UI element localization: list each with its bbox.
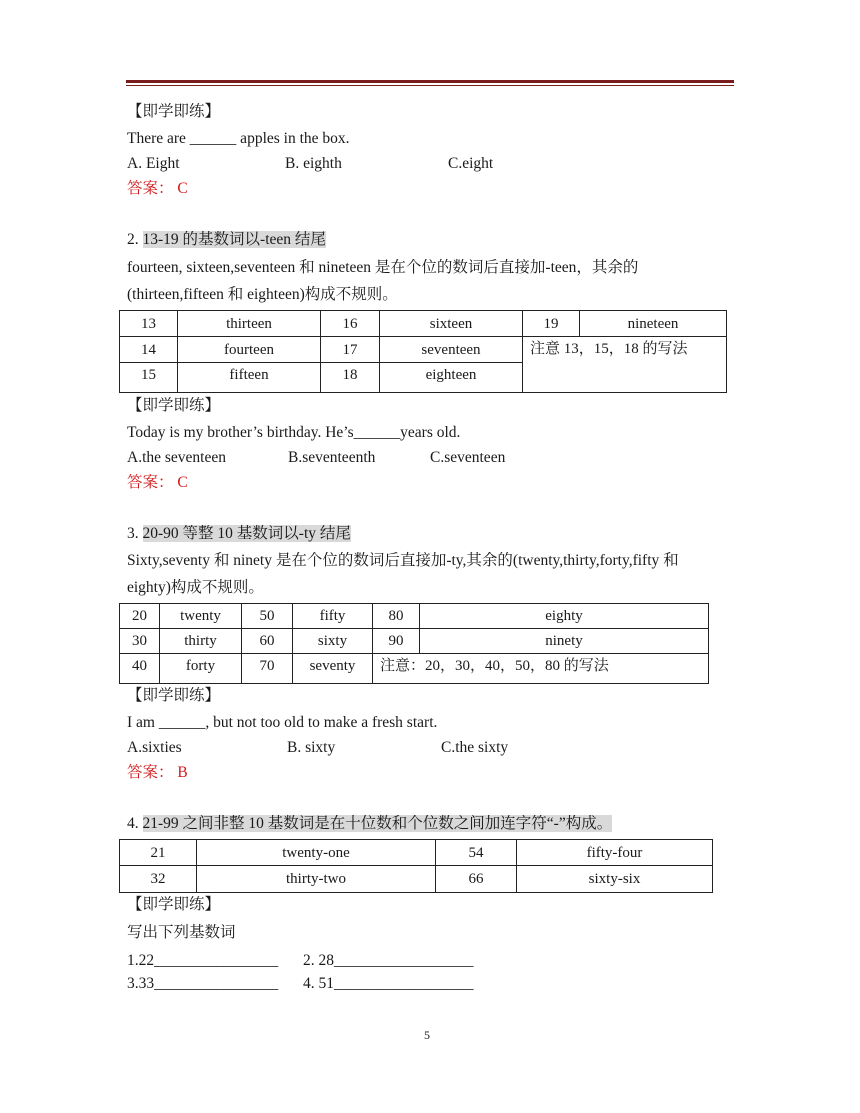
table-cell: 20 [120,604,160,629]
table-cell: 17 [321,337,380,363]
table-row [120,604,709,629]
table-cell: 60 [242,629,293,654]
table-cell: 80 [373,604,420,629]
ex2-question: Today is my brother’s birthday. He’s______years old. [127,424,461,441]
sec4-heading-text: 21-99 之间非整 10 基数词是在十位数和个位数之间加连字符“-”构成。 [142,815,613,832]
table-cell: eighteen [380,363,523,393]
sec2-heading [127,229,326,251]
practice-label: 【即学即练】 [127,687,221,704]
ex1-option-b: B. eighth [285,155,342,172]
header-rule-thin [126,85,734,86]
table-cell: 19 [523,311,580,337]
ex1-option-c: C.eight [448,155,494,172]
ex3-option-b: B. sixty [287,739,336,756]
sec3-heading [127,523,351,545]
table-row [120,654,709,684]
sec3-desc-line1: Sixty,seventy 和 ninety 是在个位的数词后直接加-ty,其余的(twenty,thirty,forty,fifty 和 [127,552,679,569]
table-cell: 54 [436,840,517,866]
sec2-heading-text: 13-19 的基数词以-teen 结尾 [142,231,326,248]
ex3-option-a: A.sixties [127,739,182,756]
sec4-number: 4. [127,815,143,832]
ex1-option-a: A. Eight [127,155,180,172]
table-row [120,866,713,893]
ex2-option-a: A.the seventeen [127,449,226,466]
table-cell: thirteen [178,311,321,337]
table-cell: 70 [242,654,293,684]
table-cell: 14 [120,337,178,363]
table-cell: sixteen [380,311,523,337]
header-rule-thick [126,80,734,83]
table-cell: 66 [436,866,517,893]
teen-table [119,310,727,393]
table-cell: eighty [420,604,709,629]
ex1-question: There are ______ apples in the box. [127,130,350,147]
table-cell: seventy [293,654,373,684]
table-cell: twenty [160,604,242,629]
compound-table [119,839,713,893]
table-cell: sixty-six [517,866,713,893]
practice-label: 【即学即练】 [127,103,221,120]
table-cell: thirty [160,629,242,654]
sec3-heading-text: 20-90 等整 10 基数词以-ty 结尾 [142,525,351,542]
table-cell: fifty [293,604,373,629]
ex3-option-c: C.the sixty [441,739,509,756]
teen-table-note: 注意 13，15，18 的写法 [523,337,727,393]
table-cell: twenty-one [197,840,436,866]
page-number: 5 [424,1028,430,1042]
table-cell: 18 [321,363,380,393]
table-row [120,629,709,654]
ex3-answer: 答案： B [127,764,188,781]
sec2-desc-line2: (thirteen,fifteen 和 eighteen)构成不规则。 [127,286,398,303]
table-cell: 50 [242,604,293,629]
ty-table [119,603,709,684]
ex4-item-1: 1.22________________ [127,952,279,969]
sec4-heading [127,813,612,835]
ex4-instruction: 写出下列基数词 [127,924,236,941]
table-cell: nineteen [580,311,727,337]
table-cell: thirty-two [197,866,436,893]
table-cell: 32 [120,866,197,893]
ex4-item-4: 4. 51__________________ [303,975,474,992]
table-row [120,840,713,866]
ty-table-note: 注意：20，30，40，50，80 的写法 [373,654,709,684]
practice-label: 【即学即练】 [127,896,221,913]
table-cell: ninety [420,629,709,654]
table-cell: 15 [120,363,178,393]
table-cell: fifty-four [517,840,713,866]
table-cell: forty [160,654,242,684]
ex4-item-3: 3.33________________ [127,975,279,992]
table-cell: 40 [120,654,160,684]
table-cell: fifteen [178,363,321,393]
sec2-desc-line1: fourteen, sixteen,seventeen 和 nineteen 是在个位的数词后直接加-teen，其余的 [127,259,639,276]
ex4-item-2: 2. 28__________________ [303,952,474,969]
ex2-option-b: B.seventeenth [288,449,376,466]
sec3-number: 3. [127,525,143,542]
ex1-answer: 答案： C [127,180,188,197]
table-row [120,311,727,337]
practice-label: 【即学即练】 [127,397,221,414]
table-cell: 90 [373,629,420,654]
table-cell: 13 [120,311,178,337]
table-cell: 16 [321,311,380,337]
table-cell: seventeen [380,337,523,363]
table-cell: 21 [120,840,197,866]
table-cell: fourteen [178,337,321,363]
sec3-desc-line2: eighty)构成不规则。 [127,579,264,596]
table-row [120,337,727,363]
table-cell: 30 [120,629,160,654]
sec2-number: 2. [127,231,143,248]
ex2-answer: 答案： C [127,474,188,491]
ex2-option-c: C.seventeen [430,449,506,466]
table-cell: sixty [293,629,373,654]
ex3-question: I am ______, but not too old to make a fresh start. [127,714,438,731]
